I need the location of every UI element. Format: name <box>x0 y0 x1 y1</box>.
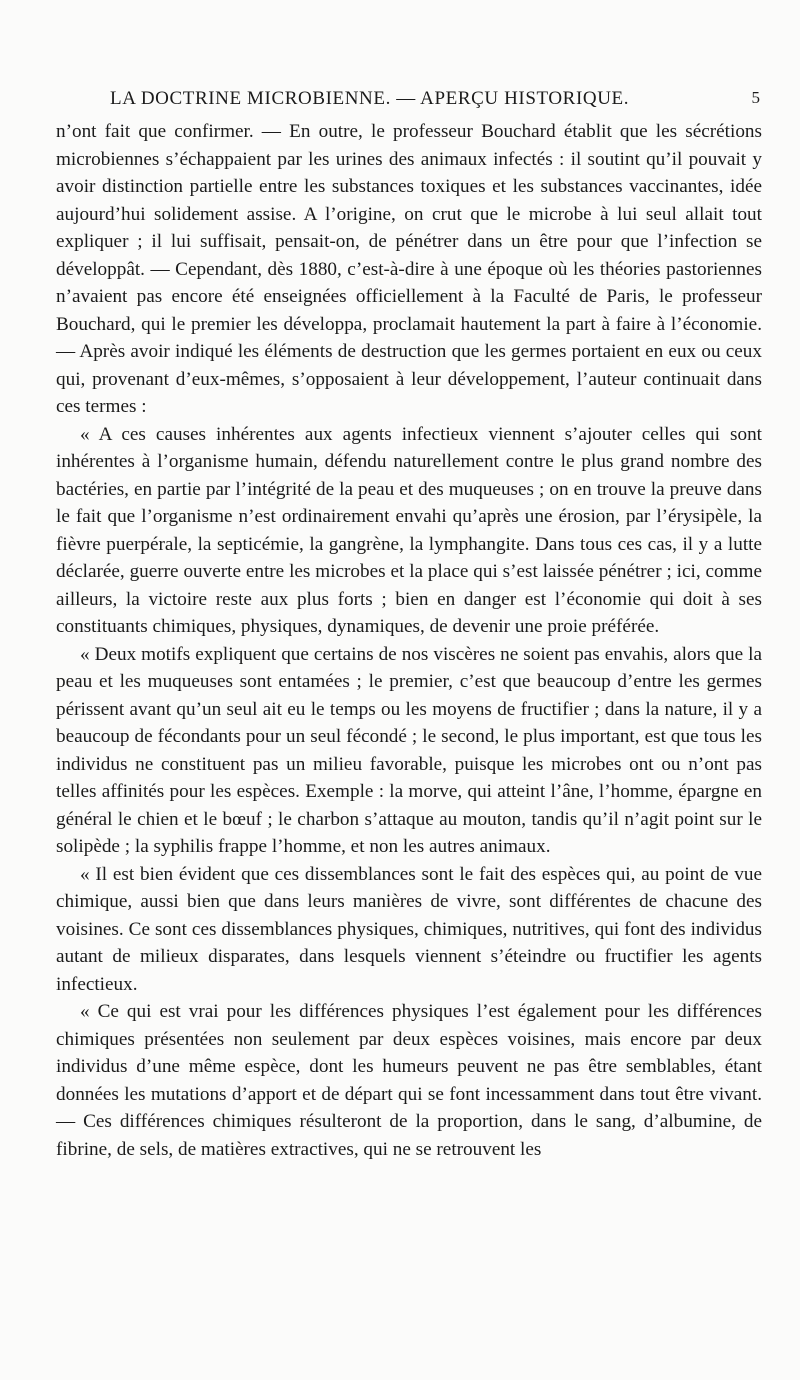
paragraph: « Deux motifs expliquent que certains de nos viscères ne soient pas envahis, alors que la peau et les muqueuses sont entamées ; le premier, c’est que beaucoup d’entre les germes périssent avant qu’un seul ait eu le temps ou les moyens de fructifier ; dans la nature, il y a beaucoup de fécondants pour un seul fécondé ; le second, le plus important, est que tous les individus ne constituent pas un milieu favorable, puisque les microbes ont ou n’ont pas telles affinités pour les espèces. Exemple : la morve, qui atteint l’âne, l’homme, épargne en général le chien et le bœuf ; le charbon s’attaque au mouton, tandis qu’il n’agit point sur le solipède ; la syphilis frappe l’homme, et non les autres animaux. <box>56 643 762 857</box>
body-text <box>56 118 762 1163</box>
running-title: LA DOCTRINE MICROBIENNE. — APERÇU HISTORIQUE. <box>110 88 630 109</box>
page-number: 5 <box>751 88 760 107</box>
paragraph: « A ces causes inhérentes aux agents infectieux viennent s’ajouter celles qui sont inhérentes à l’organisme humain, défendu naturellement contre le plus grand nombre des bactéries, en partie par l’intégrité de la peau et des muqueuses ; on en trouve la preuve dans le fait que l’organisme n’est ordinairement envahi qu’après une érosion, par l’érysipèle, la fièvre puerpérale, la septicémie, la gangrène, la lymphangite. Dans tous ces cas, il y a lutte déclarée, guerre ouverte entre les microbes et la place qui s’est laissée pénétrer ; ici, comme ailleurs, la victoire reste aux plus forts ; bien en danger est l’économie qui doit à ses constituants chimiques, physiques, dynamiques, de devenir une proie préférée. <box>56 423 762 637</box>
paragraph: n’ont fait que confirmer. — En outre, le professeur Bouchard établit que les sécrétions microbiennes s’échappaient par les urines des animaux infectés : il soutint qu’il pouvait y avoir distinction partielle entre les substances toxiques et les substances vaccinantes, idée aujourd’hui solidement assise. A l’origine, on crut que le microbe à lui seul allait tout expliquer ; il lui suffisait, pensait-on, de pénétrer dans un être pour que l’infection se développât. — Cependant, dès 1880, c’est-à-dire à une époque où les théories pastoriennes n’avaient pas encore été enseignées officiellement à la Faculté de Paris, le professeur Bouchard, qui le premier les développa, proclamait hautement la part à faire à l’économie. — Après avoir indiqué les éléments de destruction que les germes portaient en eux ou ceux qui, provenant d’eux-mêmes, s’opposaient à leur développement, l’auteur continuait dans ces termes : <box>56 121 762 417</box>
running-head <box>110 88 760 114</box>
paragraph: « Il est bien évident que ces dissemblances sont le fait des espèces qui, au point de vue chimique, aussi bien que dans leurs manières de vivre, sont différentes de chacune des voisines. Ce sont ces dissemblances physiques, chimiques, nutritives, qui font des individus autant de milieux disparates, dans lesquels viennent s’éteindre ou fructifier les agents infectieux. <box>56 863 762 995</box>
paragraph: « Ce qui est vrai pour les différences physiques l’est également pour les différences chimiques présentées non seulement par deux espèces voisines, mais encore par deux individus d’une même espèce, dont les humeurs peuvent ne pas être semblables, étant données les mutations d’apport et de départ qui se font incessamment dans tout être vivant. — Ces différences chimiques résulteront de la proportion, dans le sang, d’albumine, de fibrine, de sels, de matières extractives, qui ne se retrouvent les <box>56 1001 762 1160</box>
